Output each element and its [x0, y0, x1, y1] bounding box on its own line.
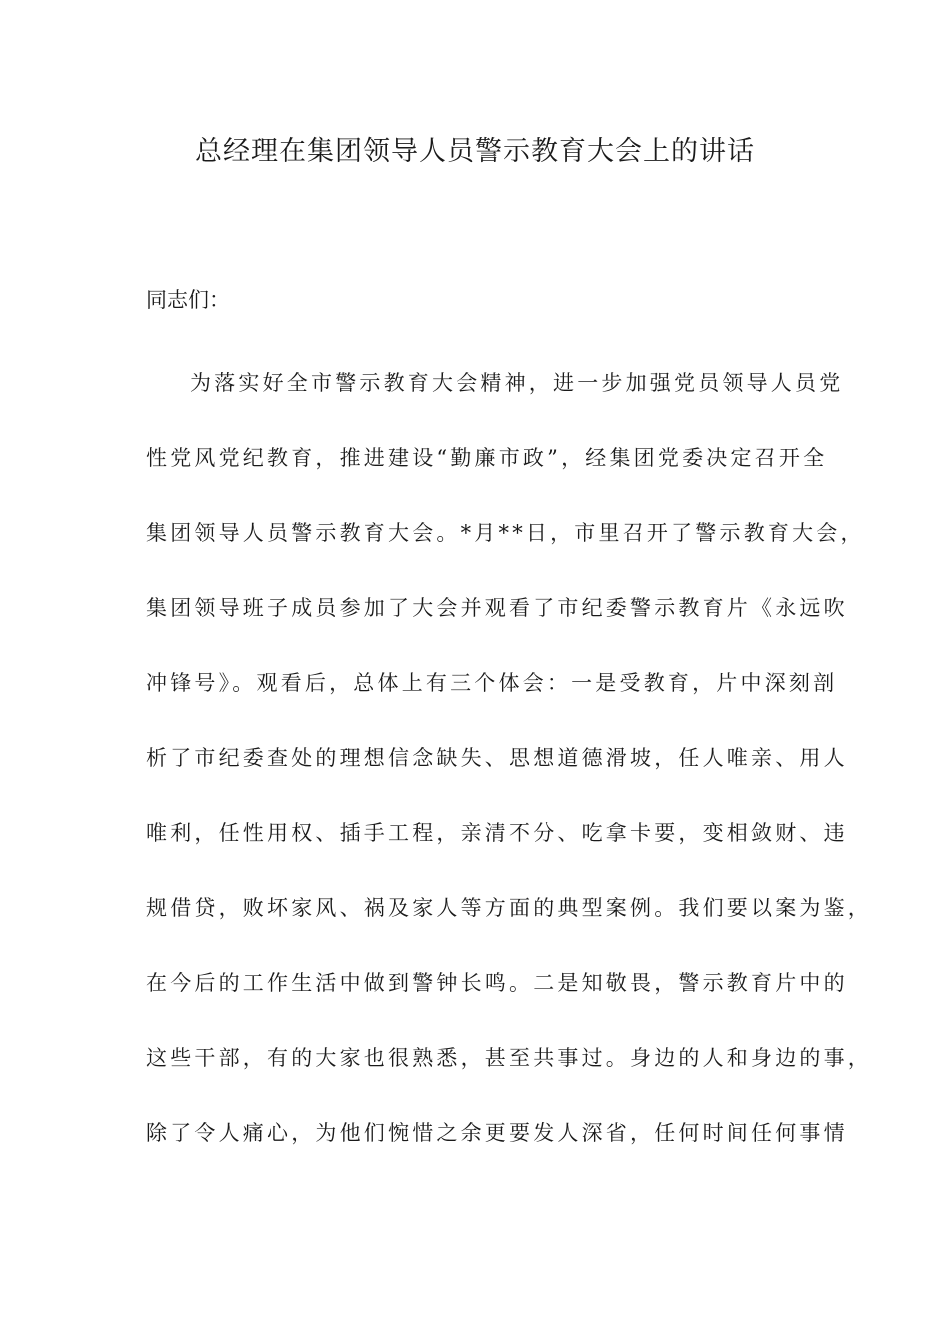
- paragraph-line: 唯利，任性用权、插手工程，亲清不分、吃拿卡要，变相敛财、违: [146, 821, 848, 845]
- paragraph-line: 冲锋号》。观看后，总体上有三个体会：一是受教育，片中深刻剖: [146, 671, 838, 695]
- paragraph-line: 析了市纪委查处的理想信念缺失、思想道德滑坡，任人唯亲、用人: [146, 746, 848, 770]
- paragraph-line: 这些干部，有的大家也很熟悉，甚至共事过。身边的人和身边的事，: [146, 1046, 872, 1070]
- paragraph-line: 性党风党纪教育，推进建设“勤廉市政”，经集团党委决定召开全: [146, 446, 828, 470]
- paragraph-line: 在今后的工作生活中做到警钟长鸣。二是知敬畏，警示教育片中的: [146, 971, 848, 995]
- salutation: 同志们：: [146, 288, 230, 312]
- paragraph-line: 集团领导人员警示教育大会。*月**日，市里召开了警示教育大会，: [146, 521, 865, 545]
- document-title: 总经理在集团领导人员警示教育大会上的讲话: [195, 136, 755, 167]
- paragraph-line: 除了令人痛心，为他们惋惜之余更要发人深省，任何时间任何事情: [146, 1121, 848, 1145]
- paragraph-line: 规借贷，败坏家风、祸及家人等方面的典型案例。我们要以案为鉴，: [146, 896, 872, 920]
- paragraph-line: 集团领导班子成员参加了大会并观看了市纪委警示教育片《永远吹: [146, 596, 848, 620]
- paragraph-line: 为落实好全市警示教育大会精神，进一步加强党员领导人员党: [190, 371, 844, 395]
